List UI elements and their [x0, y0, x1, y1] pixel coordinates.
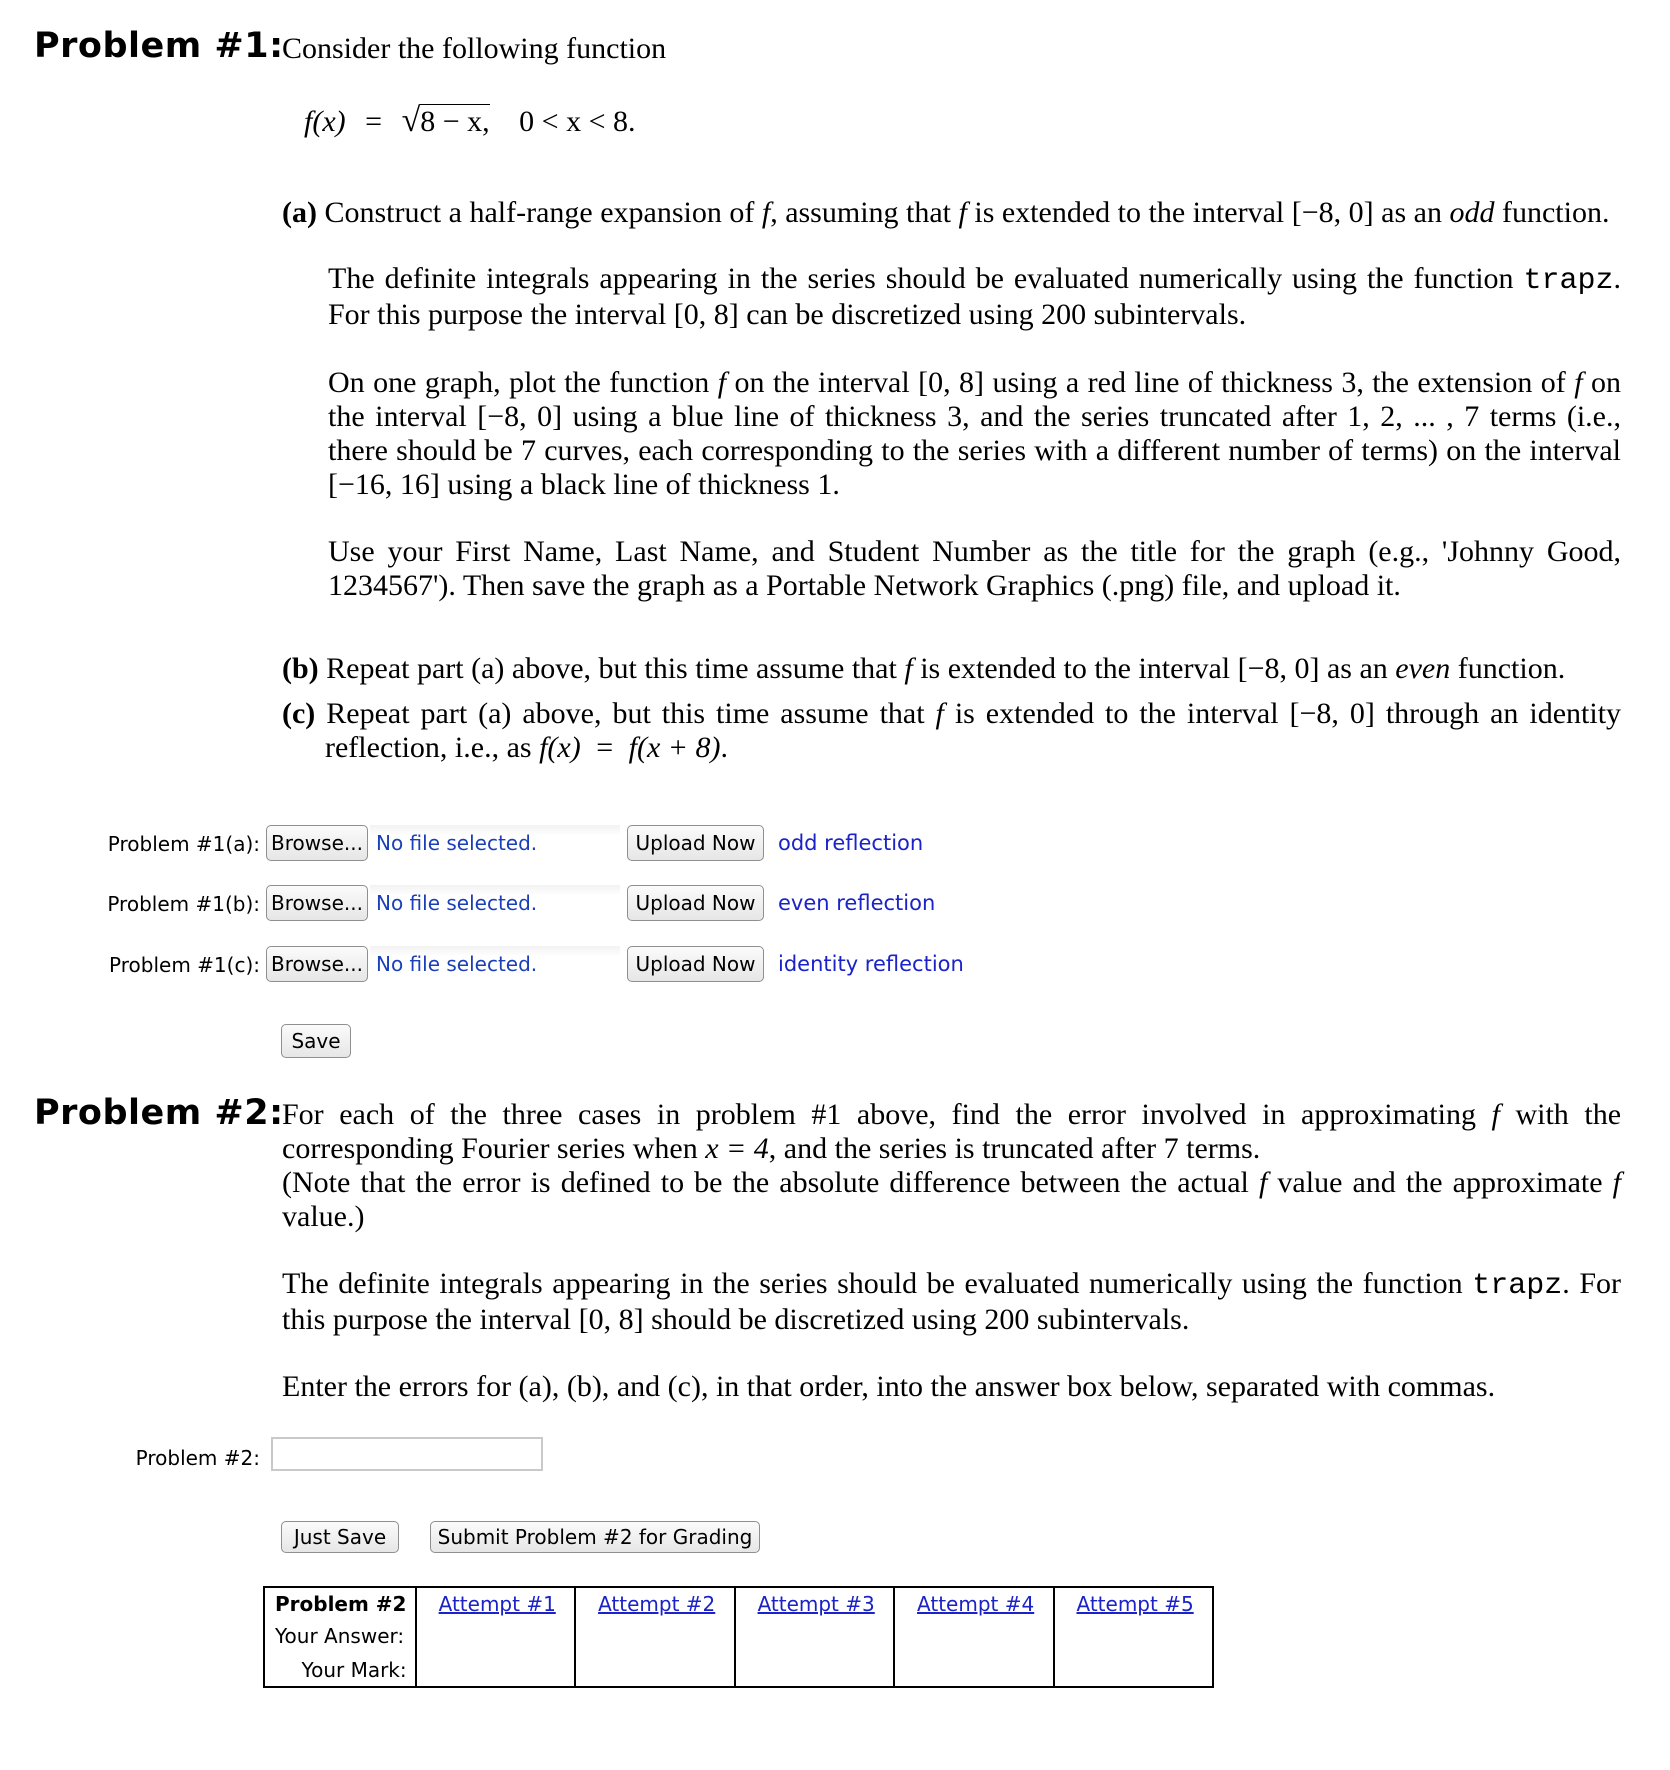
- problem-1-heading: Problem #1:: [34, 26, 284, 66]
- code-trapz: trapz: [1472, 1269, 1563, 1303]
- problem-2-text: , and the series is truncated after 7 terms.: [768, 1132, 1261, 1165]
- file-status: No file selected.: [370, 885, 620, 921]
- symbol-f: f: [761, 196, 771, 229]
- part-a-text: is extended to the interval [−8, 0] as an: [974, 196, 1442, 229]
- answer-label: Problem #2:: [135, 1446, 260, 1470]
- upload-now-button[interactable]: Upload Now: [627, 946, 764, 982]
- part-a-paragraph-1: [328, 262, 1621, 332]
- attempt-2-link[interactable]: Attempt #2: [598, 1592, 716, 1616]
- function-lhs: f(x): [304, 105, 346, 138]
- attempt-cell: [735, 1587, 894, 1687]
- attempt-4-link[interactable]: Attempt #4: [917, 1592, 1035, 1616]
- browse-button[interactable]: Browse...: [266, 825, 368, 861]
- part-b-text: function.: [1457, 652, 1566, 685]
- problem-2-paragraph-2: [282, 1267, 1621, 1337]
- paragraph-text: . For this purpose the interval [0, 8] can be discretized using 200 subintervals.: [328, 262, 1621, 331]
- part-a-text: function.: [1501, 196, 1610, 229]
- part-a-statement: [282, 196, 1609, 230]
- paragraph-text: The definite integrals appearing in the series should be evaluated numerically using the function: [282, 1267, 1463, 1300]
- note-text: value and the approximate: [1277, 1166, 1603, 1199]
- paragraph-text: The definite integrals appearing in the series should be evaluated numerically using the function: [328, 262, 1514, 295]
- problem-2-heading: Problem #2:: [34, 1093, 284, 1133]
- math-equals: =: [596, 731, 614, 764]
- reflection-link[interactable]: odd reflection: [778, 831, 924, 855]
- upload-label: Problem #1(a):: [107, 832, 260, 856]
- part-b-text: is extended to the interval [−8, 0] as an: [920, 652, 1388, 685]
- browse-button[interactable]: Browse...: [266, 946, 368, 982]
- reflection-link[interactable]: identity reflection: [778, 952, 964, 976]
- paragraph-text: on the interval [−8, 0] using a blue line of thickness 3, and the series truncated after 1, 2, ... , 7 terms (i.e., there should be 7 curves, each corresponding to the series with a different number of terms) on the interval [−16, 16] using a black line of thickness 1.: [328, 366, 1622, 501]
- part-a-paragraph-2: [328, 366, 1621, 502]
- attempt-cell: [894, 1587, 1053, 1687]
- note-text: value.): [282, 1200, 365, 1233]
- just-save-button[interactable]: Just Save: [281, 1521, 399, 1553]
- problem-2-statement: [282, 1098, 1621, 1166]
- attempt-1-link[interactable]: Attempt #1: [438, 1592, 556, 1616]
- note-text: (Note that the error is defined to be the absolute difference between the actual: [282, 1166, 1249, 1199]
- part-c-text: .: [720, 731, 729, 764]
- upload-now-button[interactable]: Upload Now: [627, 825, 764, 861]
- math-fx-plus-8: f(x + 8): [628, 731, 721, 764]
- attempts-table-header: Problem #2: [275, 1592, 407, 1616]
- attempt-cell: [575, 1587, 734, 1687]
- odd-word: odd: [1449, 196, 1495, 229]
- paragraph-text: on the interval [0, 8] using a red line of thickness 3, the extension of: [734, 366, 1566, 399]
- problem-2-text: with the corresponding Fourier series when: [282, 1098, 1622, 1165]
- attempt-3-link[interactable]: Attempt #3: [757, 1592, 875, 1616]
- upload-now-button[interactable]: Upload Now: [627, 885, 764, 921]
- even-word: even: [1395, 652, 1451, 685]
- symbol-f: f: [904, 652, 913, 685]
- function-definition: [304, 104, 636, 139]
- math-x-equals-4: x = 4: [705, 1132, 769, 1165]
- part-c-text: is extended to the interval [−8, 0] through an identity reflection, i.e., as: [325, 697, 1622, 764]
- part-a-label: (a): [282, 196, 317, 229]
- symbol-f: f: [935, 697, 944, 730]
- file-status: No file selected.: [370, 946, 620, 982]
- part-c-statement: [282, 697, 1621, 765]
- function-equals: =: [365, 105, 383, 138]
- math-fx: f(x): [539, 731, 581, 764]
- submit-grading-button[interactable]: Submit Problem #2 for Grading: [430, 1521, 760, 1553]
- browse-button[interactable]: Browse...: [266, 885, 368, 921]
- your-answer-label: Your Answer:: [275, 1624, 405, 1648]
- symbol-f: f: [1258, 1166, 1268, 1199]
- part-a-text: , assuming that: [770, 196, 952, 229]
- paragraph-text: . For this purpose the interval [0, 8] should be discretized using 200 subintervals.: [282, 1267, 1621, 1336]
- part-c-label: (c): [282, 697, 316, 730]
- answer-input[interactable]: [271, 1437, 543, 1471]
- part-b-statement: [282, 652, 1565, 686]
- upload-label: Problem #1(b):: [107, 892, 260, 916]
- attempts-row-labels: [264, 1587, 416, 1687]
- part-b-label: (b): [282, 652, 319, 685]
- problem-2-text: For each of the three cases in problem #1 above, find the error involved in approximating: [282, 1098, 1476, 1131]
- save-button[interactable]: Save: [281, 1024, 351, 1058]
- attempts-table: [263, 1586, 1214, 1688]
- function-domain: 0 < x < 8.: [519, 105, 636, 138]
- reflection-link[interactable]: even reflection: [778, 891, 936, 915]
- symbol-f: f: [717, 366, 727, 399]
- attempt-cell: [1054, 1587, 1214, 1687]
- part-a-text: Construct a half-range expansion of: [324, 196, 755, 229]
- attempt-cell: [416, 1587, 575, 1687]
- attempt-5-link[interactable]: Attempt #5: [1076, 1592, 1194, 1616]
- symbol-f: f: [1491, 1098, 1500, 1131]
- sqrt-sign: √: [401, 102, 421, 139]
- problem-2-note: [282, 1166, 1621, 1234]
- symbol-f: f: [1612, 1166, 1622, 1199]
- paragraph-text: On one graph, plot the function: [328, 366, 710, 399]
- part-c-text: Repeat part (a) above, but this time assume that: [326, 697, 925, 730]
- symbol-f: f: [958, 196, 967, 229]
- part-a-paragraph-3: Use your First Name, Last Name, and Student Number as the title for the graph (e.g., 'Johnny Good, 1234567'). Then save the graph as a Portable Network Graphics (.png) file, and upload it.: [328, 535, 1621, 602]
- part-b-text: Repeat part (a) above, but this time assume that: [326, 652, 897, 685]
- function-radicand: 8 − x,: [420, 105, 490, 138]
- problem-1-intro: Consider the following function: [282, 32, 667, 65]
- your-mark-label: Your Mark:: [301, 1658, 407, 1682]
- problem-2-paragraph-3: Enter the errors for (a), (b), and (c), in that order, into the answer box below, separated with commas.: [282, 1370, 1496, 1403]
- symbol-f: f: [1574, 366, 1583, 399]
- file-status: No file selected.: [370, 825, 620, 861]
- upload-label: Problem #1(c):: [109, 953, 260, 977]
- code-trapz: trapz: [1523, 264, 1614, 298]
